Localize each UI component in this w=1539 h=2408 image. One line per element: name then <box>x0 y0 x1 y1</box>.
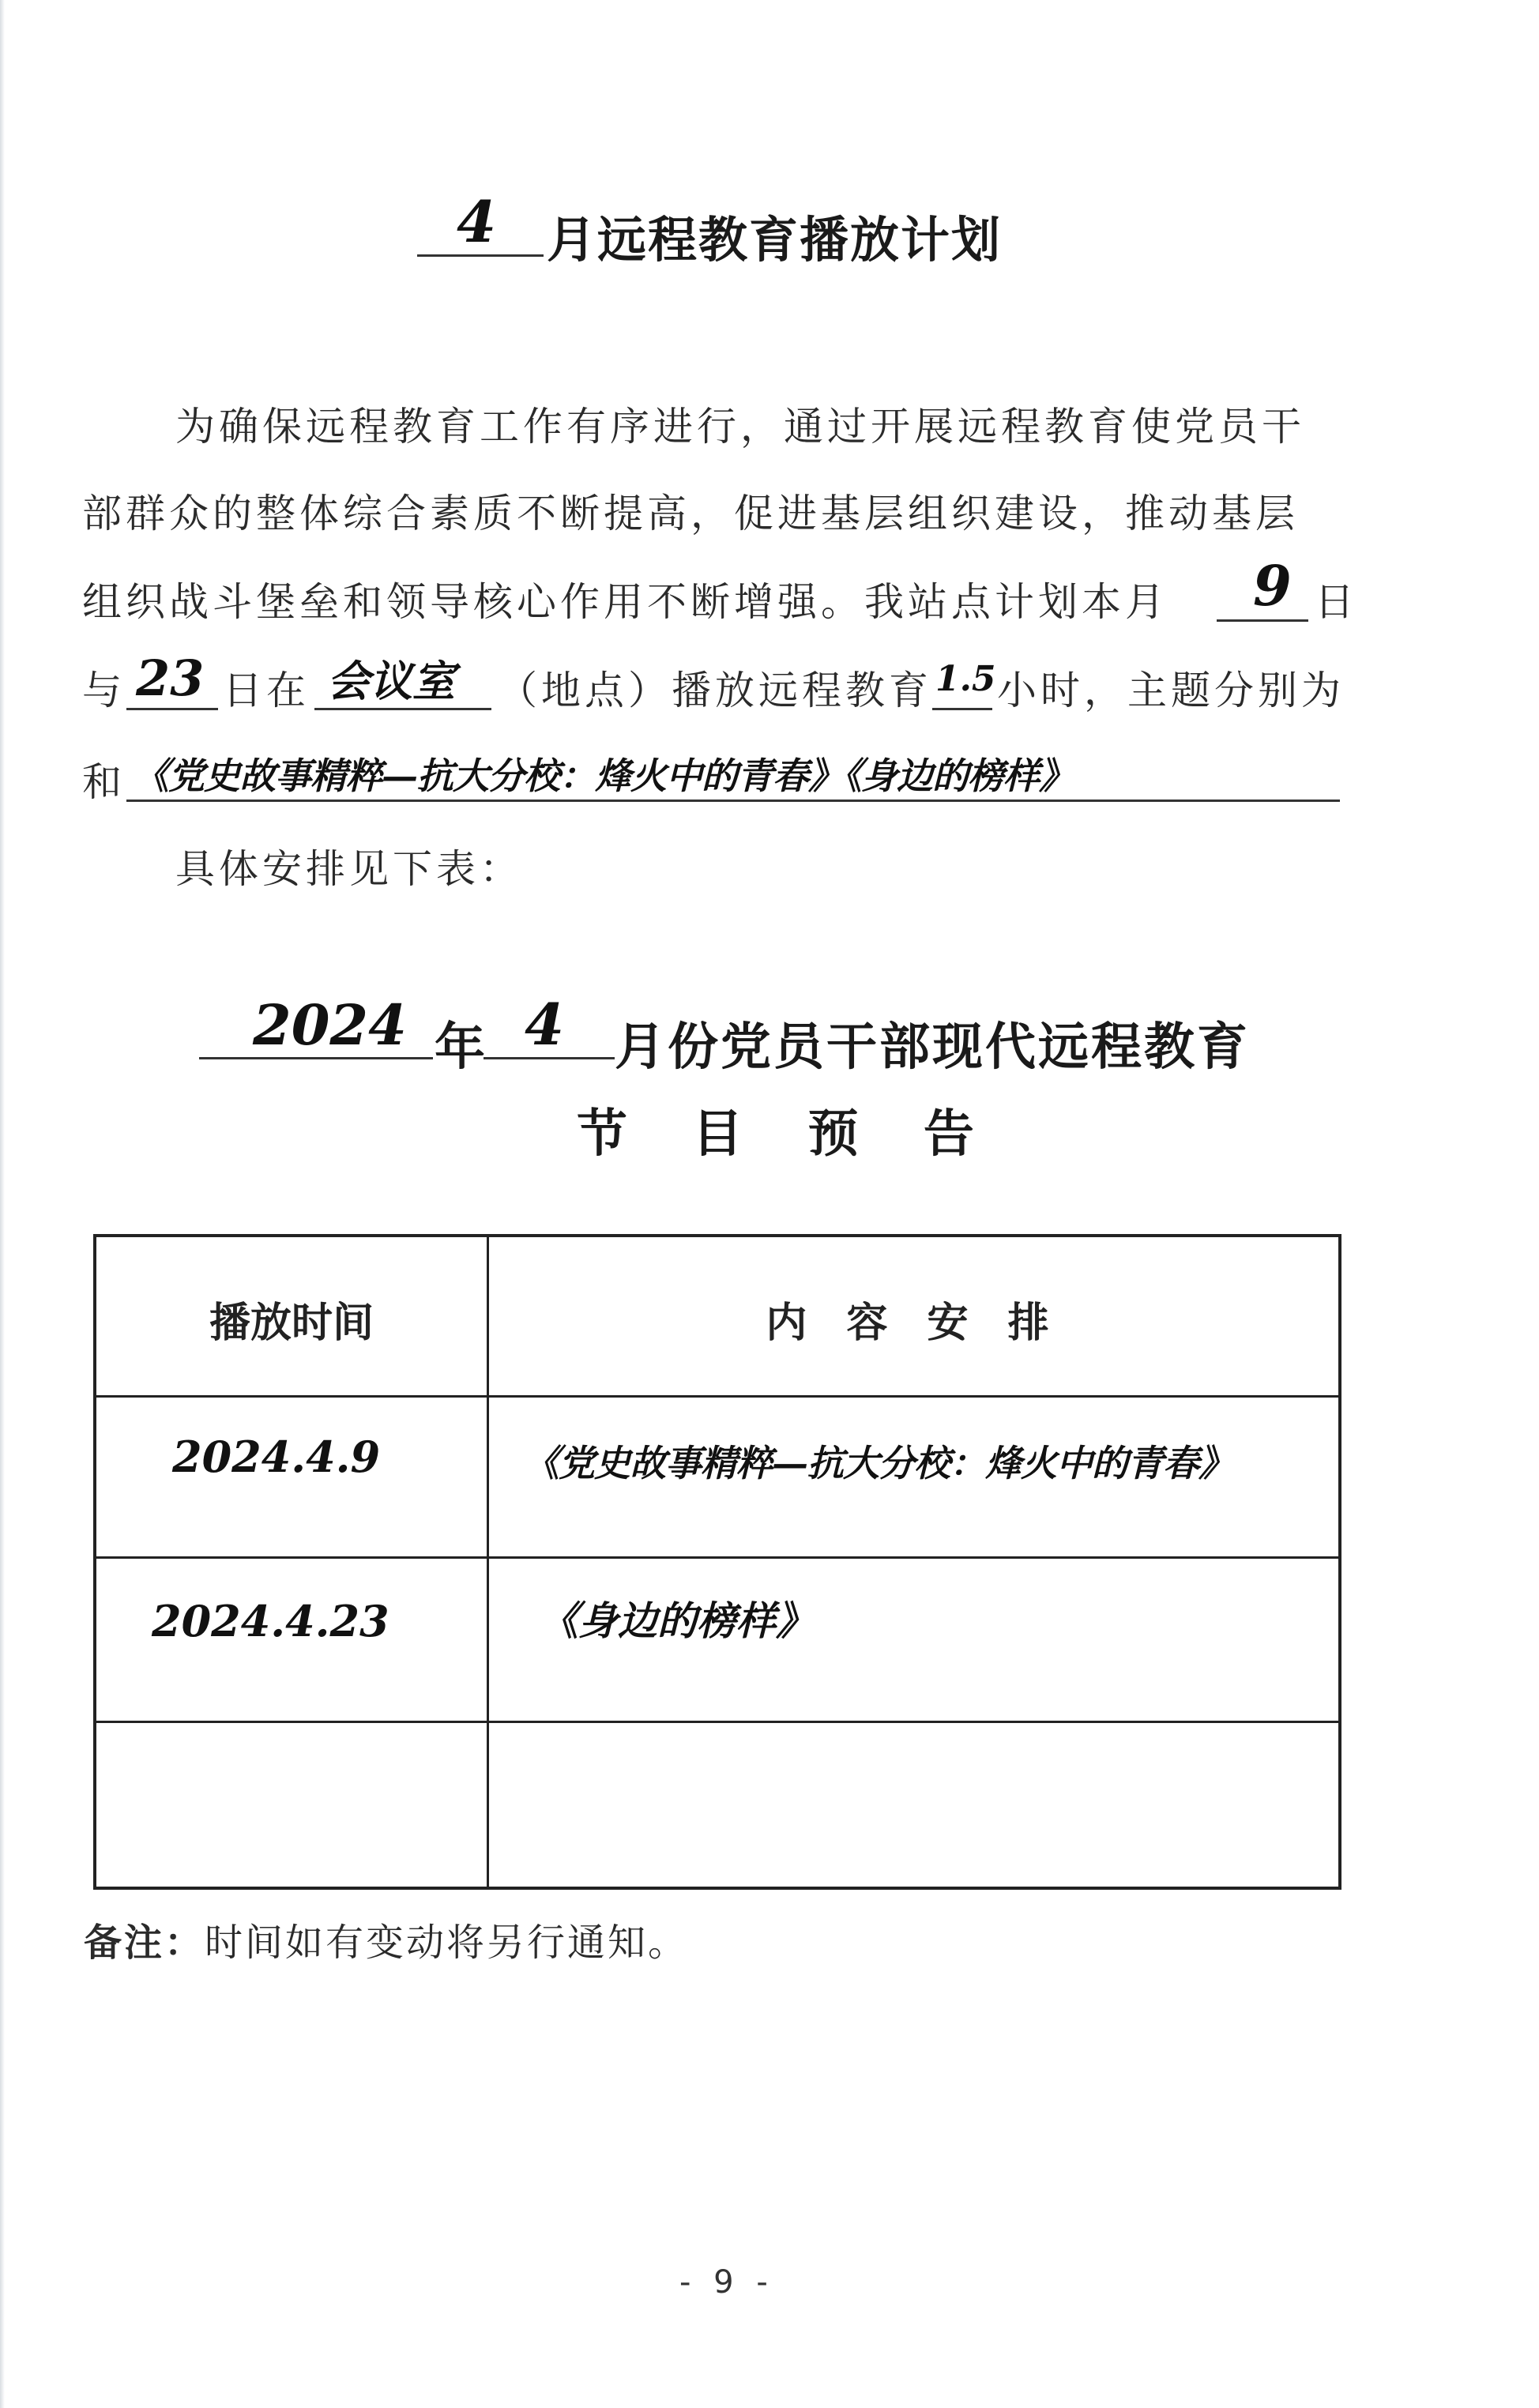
row-2-content: 《身边的榜样》 <box>539 1597 815 1644</box>
paragraph-line-2: 部群众的整体综合素质不断提高，促进基层组织建设，推动基层 <box>82 491 1299 536</box>
topics-blank-line <box>126 800 1340 802</box>
header-play-time: 播放时间 <box>209 1300 374 1347</box>
paragraph-line-5-prefix: 和 <box>82 759 126 805</box>
paragraph-line-4-suffix: 小时，主题分别为 <box>997 668 1345 713</box>
paragraph-line-4-mid1: 日在 <box>223 668 310 713</box>
page-number: - 9 - <box>679 2264 774 2301</box>
row-divider <box>96 1556 1338 1559</box>
day2-handwritten: 23 <box>136 649 205 707</box>
row-2-date: 2024.4.23 <box>152 1596 389 1646</box>
note-label: 备注： <box>84 1921 205 1965</box>
paragraph-line-3: 组织战斗堡垒和领导核心作用不断增强。我站点计划本月 <box>82 579 1168 625</box>
scan-edge <box>0 0 5 2408</box>
topics-handwritten: 《党史故事精粹—抗大分校：烽火中的青春》《身边的榜样》 <box>133 754 1074 797</box>
row-divider <box>96 1721 1338 1723</box>
header-content: 内 容 安 排 <box>766 1300 1062 1347</box>
year-handwritten: 2024 <box>253 992 407 1058</box>
paragraph-line-4-prefix: 与 <box>82 668 126 713</box>
row-1-date: 2024.4.9 <box>172 1432 381 1482</box>
title-text: 月远程教育播放计划 <box>547 211 1003 269</box>
row-1-content: 《党史故事精粹—抗大分校：烽火中的青春》 <box>523 1442 1234 1484</box>
month-handwritten: 4 <box>525 991 565 1058</box>
paragraph-line-6: 具体安排见下表： <box>175 846 523 892</box>
hours-blank-line <box>932 708 992 710</box>
schedule-table <box>93 1234 1341 1890</box>
paragraph-line-4-mid2: （地点）播放远程教育 <box>498 668 932 713</box>
hours-handwritten: 1.5 <box>935 659 996 699</box>
note <box>84 1912 688 1966</box>
schedule-subtitle: 节 目 预 告 <box>577 1105 998 1164</box>
day2-blank-line <box>126 708 218 710</box>
row-divider <box>96 1395 1338 1398</box>
note-text: 时间如有变动将另行通知。 <box>205 1921 689 1965</box>
day1-handwritten: 9 <box>1253 553 1292 619</box>
title-month-handwritten: 4 <box>457 188 497 255</box>
place-handwritten: 会议室 <box>327 656 455 706</box>
paragraph-line-3-suffix: 日 <box>1315 579 1358 625</box>
day1-blank-line <box>1217 619 1308 622</box>
year-suffix: 年 <box>435 1018 487 1077</box>
month-suffix: 月份党员干部现代远程教育 <box>615 1018 1250 1077</box>
paragraph-line-1: 为确保远程教育工作有序进行，通过开展远程教育使党员干 <box>175 404 1305 450</box>
